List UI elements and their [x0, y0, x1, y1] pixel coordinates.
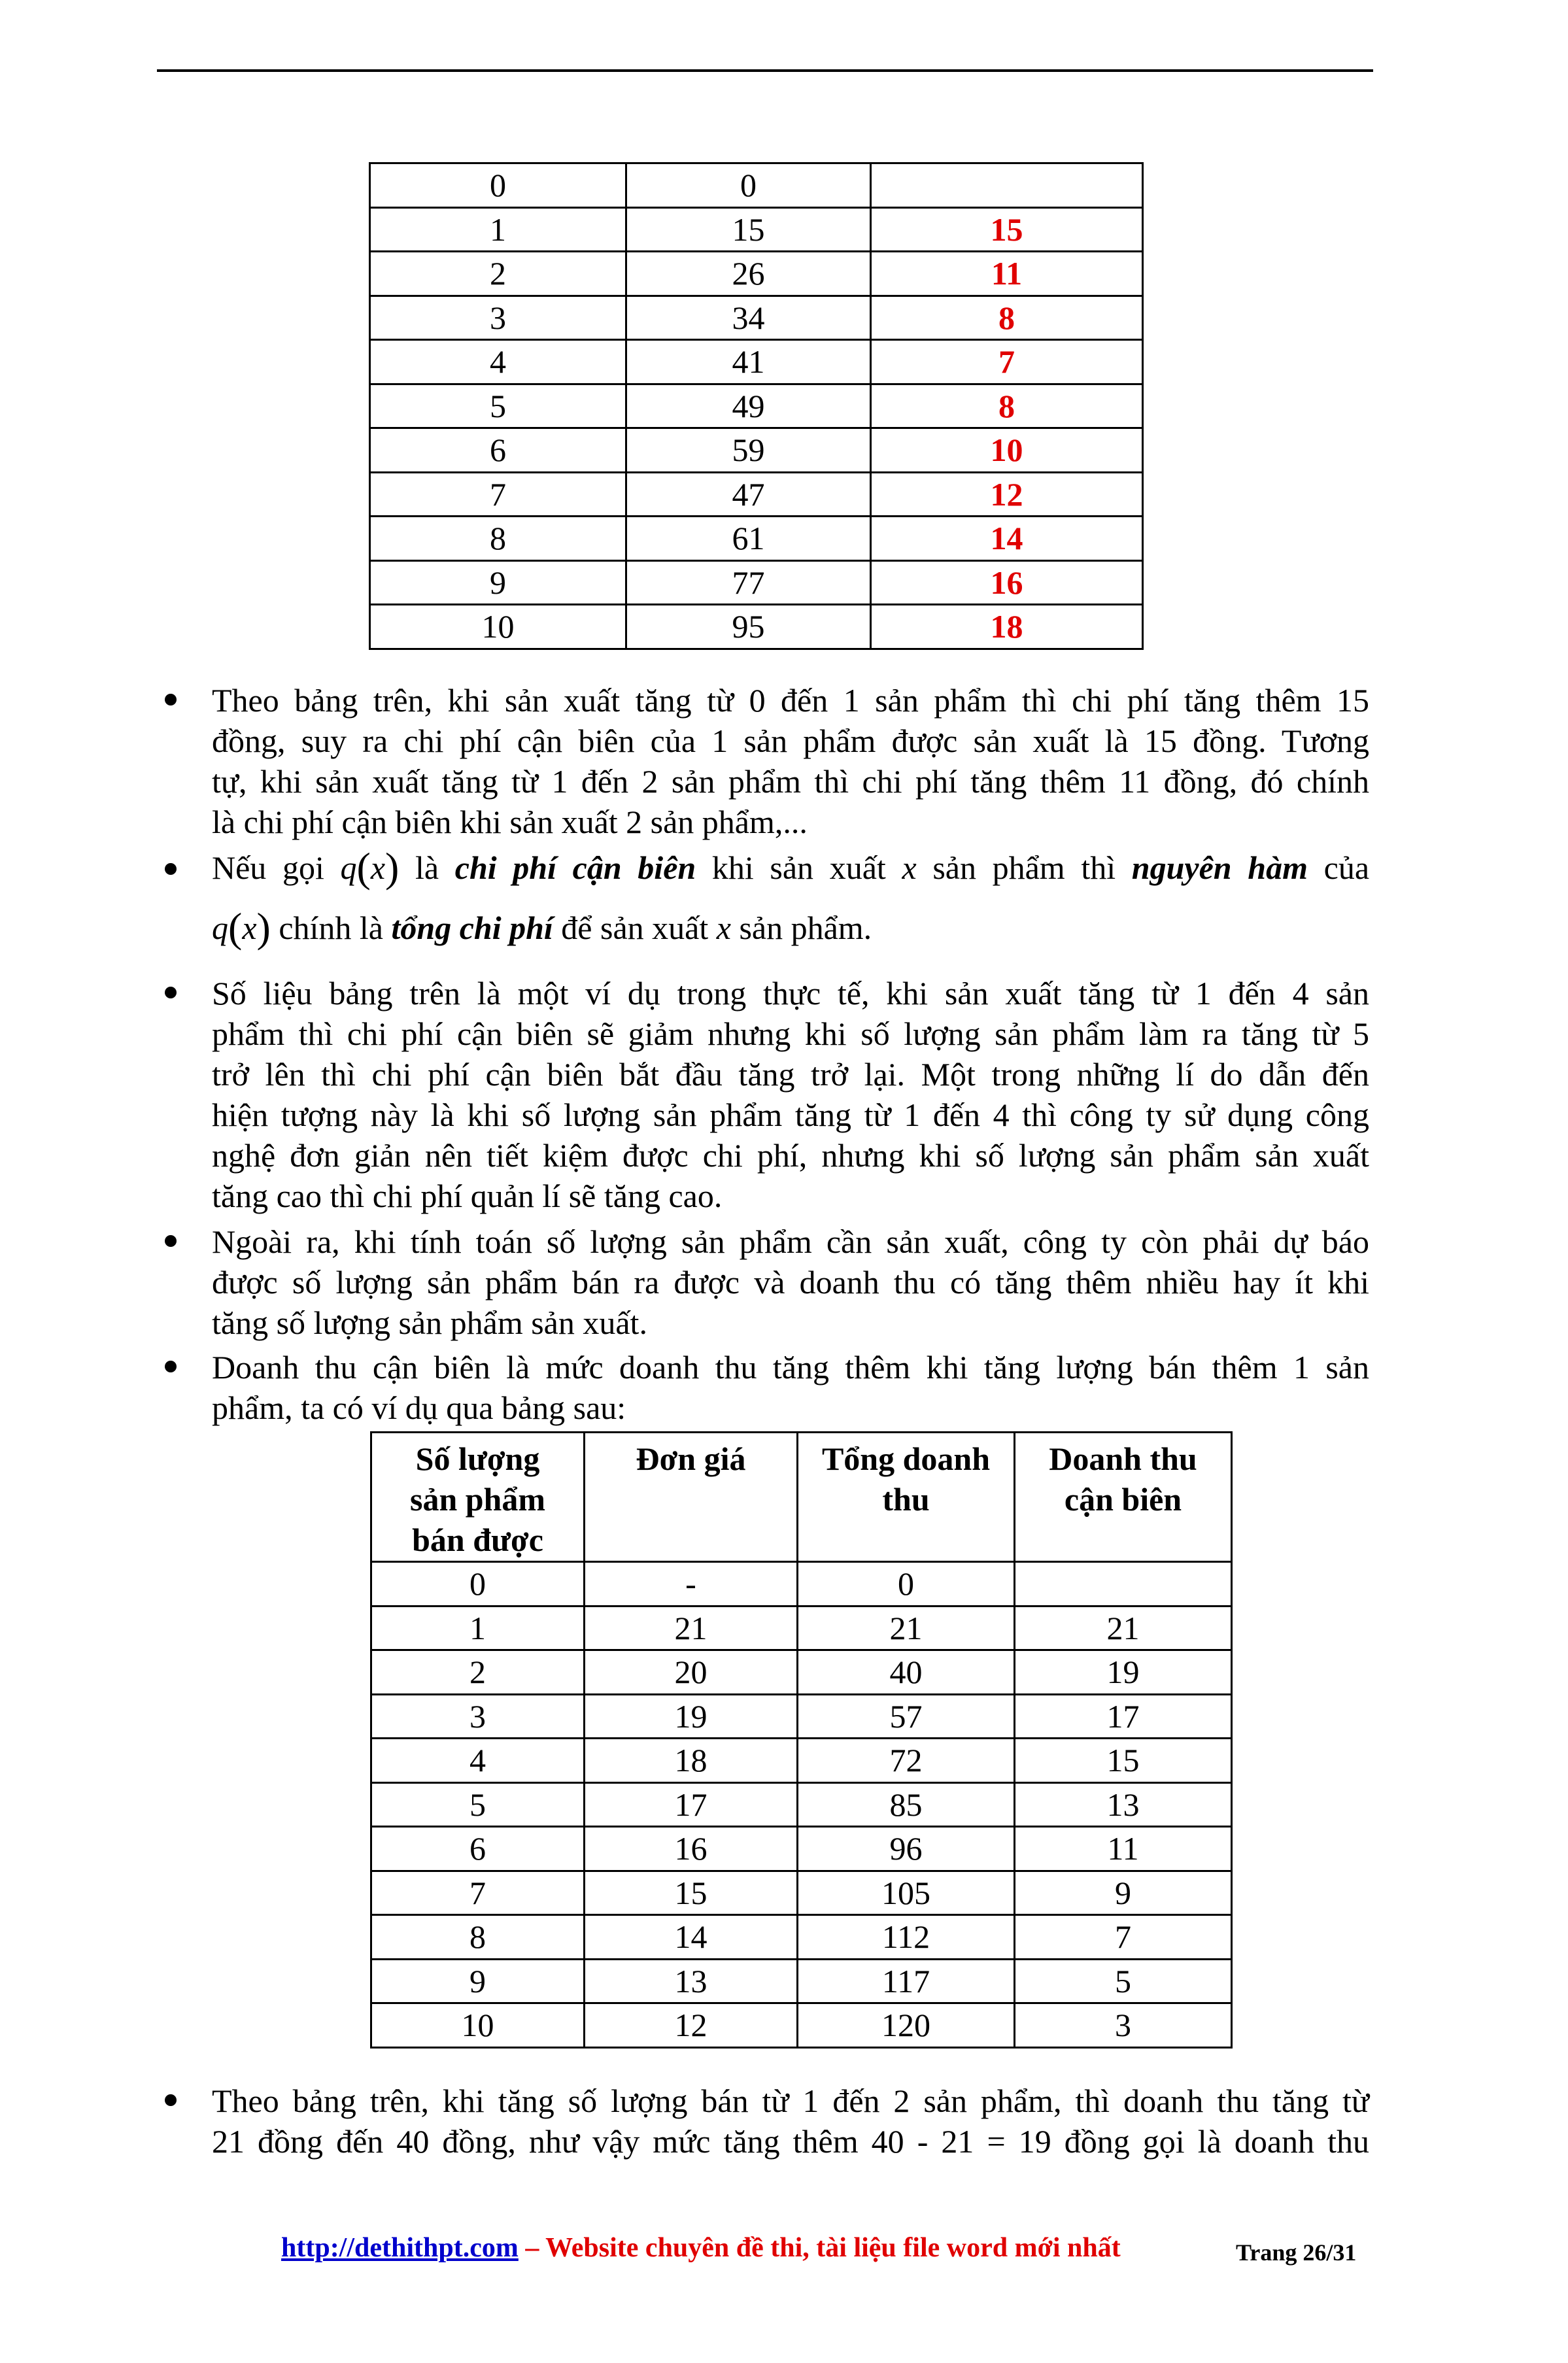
quantity-cell: 8 [371, 1915, 585, 1960]
emphasis-marginal-cost: chi phí cận biên [454, 849, 696, 886]
quantity-cell: 10 [371, 2003, 585, 2048]
text-line: tự, khi sản xuất tăng từ 1 đến 2 sản phẩm thì chi phí tăng thêm 11 đồng, đó chính [212, 763, 1369, 800]
quantity-cell: 9 [370, 560, 626, 605]
quantity-cell: 3 [371, 1694, 585, 1739]
text-line: phẩm thì chi phí cận biên sẽ giảm nhưng khi số lượng sản phẩm làm ra tăng từ 5 [212, 1015, 1369, 1052]
table-row [371, 1871, 1232, 1915]
marginal-revenue-cell [1015, 1562, 1232, 1606]
table-row [371, 1739, 1232, 1783]
total-cost-cell: 41 [626, 340, 871, 384]
marginal-cost-cell: 15 [871, 207, 1143, 252]
revenue-cell: 57 [798, 1694, 1015, 1739]
text-line: tăng số lượng sản phẩm sản xuất. [212, 1304, 647, 1341]
table-row [371, 1827, 1232, 1871]
quantity-cell: 0 [371, 1562, 585, 1606]
table-row [370, 163, 1143, 208]
header-total-revenue: Tổng doanh thu [798, 1433, 1015, 1562]
total-cost-cell: 59 [626, 428, 871, 473]
table-row [370, 560, 1143, 605]
page-number: Trang 26/31 [1236, 2239, 1357, 2266]
marginal-revenue-cell: 13 [1015, 1782, 1232, 1827]
marginal-cost-table [369, 162, 1144, 650]
table-row [370, 252, 1143, 296]
text-line: Theo bảng trên, khi sản xuất tăng từ 0 đến 1 sản phẩm thì chi phí tăng thêm 15 [212, 682, 1369, 719]
price-cell: 16 [585, 1827, 798, 1871]
marginal-revenue-cell: 7 [1015, 1915, 1232, 1960]
price-cell: 18 [585, 1739, 798, 1783]
text-fragment: Nếu gọi [212, 849, 324, 886]
marginal-revenue-cell: 15 [1015, 1739, 1232, 1783]
table-header-row [371, 1433, 1232, 1562]
price-cell: - [585, 1562, 798, 1606]
text-line: tăng cao thì chi phí quản lí sẽ tăng cao. [212, 1178, 723, 1214]
text-line: đồng, suy ra chi phí cận biên của 1 sản phẩm được sản xuất là 15 đồng. Tương [212, 722, 1369, 759]
bullet-paragraph-1 [212, 680, 1369, 842]
quantity-cell: 9 [371, 1959, 585, 2003]
text-line: 21 đồng đến 40 đồng, như vậy mức tăng thêm 40 - 21 = 19 đồng gọi là doanh thu [212, 2123, 1369, 2160]
marginal-cost-cell: 8 [871, 296, 1143, 340]
marginal-revenue-cell: 21 [1015, 1606, 1232, 1650]
text-line: phẩm, ta có ví dụ qua bảng sau: [212, 1389, 626, 1426]
text-line: Nếu gọi q(x) là chi phí cận biên khi sản xuất x sản phẩm thì nguyên hàm của [212, 844, 1370, 891]
quantity-cell: 2 [370, 252, 626, 296]
text-line: trở lên thì chi phí cận biên bắt đầu tăng trở lại. Một trong những lí do dẫn đến [212, 1056, 1369, 1093]
text-line: q(x) chính là tổng chi phí để sản xuất x sản phẩm. [212, 904, 872, 951]
revenue-cell: 105 [798, 1871, 1015, 1915]
quantity-cell: 2 [371, 1650, 585, 1695]
marginal-cost-cell: 14 [871, 517, 1143, 561]
total-cost-cell: 15 [626, 207, 871, 252]
footer-tagline: – Website chuyên đề thi, tài liệu file word mới nhất [518, 2233, 1121, 2263]
bullet-paragraph-6 [212, 2081, 1369, 2162]
revenue-cell: 40 [798, 1650, 1015, 1695]
website-link[interactable]: http://dethithpt.com [281, 2233, 519, 2263]
header-rule [157, 69, 1373, 72]
bullet-icon [165, 863, 177, 875]
math-q-of-x: q(x) [212, 904, 271, 951]
text-line: Theo bảng trên, khi tăng số lượng bán từ 1 đến 2 sản phẩm, thì doanh thu tăng từ [212, 2082, 1369, 2119]
table-row [370, 472, 1143, 517]
bullet-paragraph-5 [212, 1347, 1369, 1428]
quantity-cell: 4 [370, 340, 626, 384]
marginal-cost-cell: 10 [871, 428, 1143, 473]
bullet-paragraph-3 [212, 973, 1369, 1216]
bullet-paragraph-2 [212, 844, 1370, 951]
price-cell: 17 [585, 1782, 798, 1827]
marginal-cost-cell: 16 [871, 560, 1143, 605]
total-cost-cell: 77 [626, 560, 871, 605]
marginal-cost-cell: 11 [871, 252, 1143, 296]
total-cost-cell: 61 [626, 517, 871, 561]
total-cost-cell: 95 [626, 605, 871, 649]
bullet-icon [165, 1235, 177, 1247]
total-cost-cell: 0 [626, 163, 871, 208]
table-row [371, 1782, 1232, 1827]
bullet-icon [165, 1361, 177, 1372]
revenue-cell: 21 [798, 1606, 1015, 1650]
revenue-cell: 112 [798, 1915, 1015, 1960]
total-cost-cell: 34 [626, 296, 871, 340]
table-row [371, 1562, 1232, 1606]
quantity-cell: 7 [370, 472, 626, 517]
text-line: nghệ đơn giản nên tiết kiệm được chi phí, nhưng khi số lượng sản phẩm sản xuất [212, 1137, 1369, 1174]
table-row [370, 384, 1143, 428]
marginal-revenue-cell: 9 [1015, 1871, 1232, 1915]
revenue-cell: 85 [798, 1782, 1015, 1827]
table-row [370, 428, 1143, 473]
quantity-cell: 10 [370, 605, 626, 649]
quantity-cell: 1 [370, 207, 626, 252]
footer [281, 2232, 1121, 2264]
price-cell: 21 [585, 1606, 798, 1650]
price-cell: 14 [585, 1915, 798, 1960]
marginal-cost-cell: 7 [871, 340, 1143, 384]
bullet-icon [165, 694, 177, 706]
quantity-cell: 0 [370, 163, 626, 208]
text-line: Ngoài ra, khi tính toán số lượng sản phẩm cần sản xuất, công ty còn phải dự báo [212, 1223, 1369, 1260]
emphasis-antiderivative: nguyên hàm [1131, 849, 1308, 886]
revenue-cell: 96 [798, 1827, 1015, 1871]
marginal-cost-cell: 18 [871, 605, 1143, 649]
marginal-revenue-cell: 5 [1015, 1959, 1232, 2003]
quantity-cell: 4 [371, 1739, 585, 1783]
text-line: là chi phí cận biên khi sản xuất 2 sản phẩm,... [212, 804, 808, 840]
price-cell: 20 [585, 1650, 798, 1695]
table-row [371, 1650, 1232, 1695]
total-cost-cell: 49 [626, 384, 871, 428]
header-unit-price: Đơn giá [585, 1433, 798, 1562]
price-cell: 15 [585, 1871, 798, 1915]
table-row [370, 207, 1143, 252]
marginal-revenue-cell: 11 [1015, 1827, 1232, 1871]
bullet-paragraph-4 [212, 1221, 1369, 1343]
marginal-revenue-cell: 17 [1015, 1694, 1232, 1739]
quantity-cell: 6 [371, 1827, 585, 1871]
quantity-cell: 8 [370, 517, 626, 561]
marginal-cost-cell: 8 [871, 384, 1143, 428]
table-row [371, 2003, 1232, 2048]
quantity-cell: 1 [371, 1606, 585, 1650]
text-line: Doanh thu cận biên là mức doanh thu tăng thêm khi tăng lượng bán thêm 1 sản [212, 1349, 1369, 1386]
table-row [371, 1915, 1232, 1960]
marginal-cost-cell [871, 163, 1143, 208]
table-row [370, 340, 1143, 384]
table-row [371, 1606, 1232, 1650]
text-line: hiện tượng này là khi số lượng sản phẩm tăng từ 1 đến 4 thì công ty sử dụng công [212, 1096, 1369, 1133]
header-quantity-sold: Số lượng sản phẩm bán được [371, 1433, 585, 1562]
revenue-cell: 0 [798, 1562, 1015, 1606]
marginal-revenue-table [370, 1431, 1233, 2048]
quantity-cell: 7 [371, 1871, 585, 1915]
revenue-cell: 120 [798, 2003, 1015, 2048]
emphasis-total-cost: tổng chi phí [391, 910, 553, 946]
marginal-revenue-cell: 19 [1015, 1650, 1232, 1695]
bullet-icon [165, 2094, 177, 2106]
marginal-cost-cell: 12 [871, 472, 1143, 517]
math-q-of-x: q(x) [340, 844, 400, 891]
revenue-cell: 72 [798, 1739, 1015, 1783]
table-row [370, 296, 1143, 340]
text-line: Số liệu bảng trên là một ví dụ trong thực tế, khi sản xuất tăng từ 1 đến 4 sản [212, 975, 1369, 1012]
price-cell: 12 [585, 2003, 798, 2048]
revenue-cell: 117 [798, 1959, 1015, 2003]
table-row [370, 605, 1143, 649]
table-row [371, 1694, 1232, 1739]
marginal-revenue-cell: 3 [1015, 2003, 1232, 2048]
text-line: được số lượng sản phẩm bán ra được và doanh thu có tăng thêm nhiều hay ít khi [212, 1264, 1369, 1300]
quantity-cell: 5 [370, 384, 626, 428]
quantity-cell: 5 [371, 1782, 585, 1827]
price-cell: 19 [585, 1694, 798, 1739]
total-cost-cell: 26 [626, 252, 871, 296]
price-cell: 13 [585, 1959, 798, 2003]
total-cost-cell: 47 [626, 472, 871, 517]
table-row [371, 1959, 1232, 2003]
table-row [370, 517, 1143, 561]
quantity-cell: 6 [370, 428, 626, 473]
bullet-icon [165, 987, 177, 998]
quantity-cell: 3 [370, 296, 626, 340]
header-marginal-revenue: Doanh thu cận biên [1015, 1433, 1232, 1562]
